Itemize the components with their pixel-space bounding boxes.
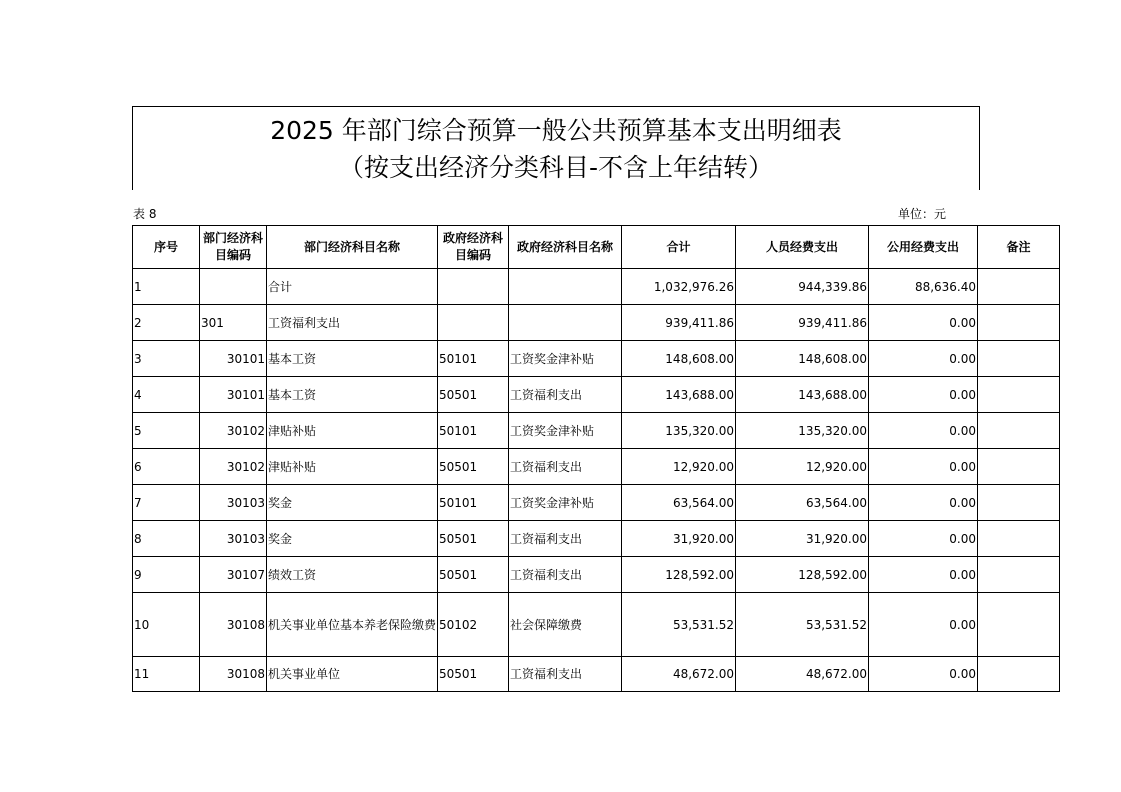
table-header-row bbox=[133, 226, 1060, 269]
cell-total: 48,672.00 bbox=[622, 657, 736, 692]
cell-seq: 3 bbox=[133, 341, 200, 377]
cell-gov-name: 工资福利支出 bbox=[509, 377, 622, 413]
cell-dept-name: 绩效工资 bbox=[267, 557, 438, 593]
cell-gov-code: 50501 bbox=[438, 521, 509, 557]
cell-dept-name: 合计 bbox=[267, 269, 438, 305]
cell-public: 0.00 bbox=[869, 305, 978, 341]
cell-seq: 5 bbox=[133, 413, 200, 449]
cell-note bbox=[978, 269, 1060, 305]
cell-total: 12,920.00 bbox=[622, 449, 736, 485]
table-row bbox=[133, 341, 1060, 377]
expenditure-table bbox=[132, 225, 1060, 692]
header-personnel: 人员经费支出 bbox=[736, 226, 869, 269]
cell-total: 148,608.00 bbox=[622, 341, 736, 377]
cell-dept-name: 津贴补贴 bbox=[267, 413, 438, 449]
cell-gov-name: 工资奖金津补贴 bbox=[509, 485, 622, 521]
cell-note bbox=[978, 341, 1060, 377]
cell-note bbox=[978, 449, 1060, 485]
cell-dept-code: 30103 bbox=[200, 485, 267, 521]
cell-total: 939,411.86 bbox=[622, 305, 736, 341]
cell-dept-code: 30101 bbox=[200, 377, 267, 413]
cell-personnel: 12,920.00 bbox=[736, 449, 869, 485]
cell-personnel: 143,688.00 bbox=[736, 377, 869, 413]
header-public: 公用经费支出 bbox=[869, 226, 978, 269]
header-dept-name: 部门经济科目名称 bbox=[267, 226, 438, 269]
cell-seq: 6 bbox=[133, 449, 200, 485]
cell-seq: 9 bbox=[133, 557, 200, 593]
cell-personnel: 944,339.86 bbox=[736, 269, 869, 305]
cell-seq: 11 bbox=[133, 657, 200, 692]
cell-note bbox=[978, 305, 1060, 341]
cell-public: 0.00 bbox=[869, 485, 978, 521]
cell-gov-name: 工资福利支出 bbox=[509, 449, 622, 485]
page-subtitle: （按支出经济分类科目-不含上年结转） bbox=[338, 153, 774, 182]
cell-gov-code: 50101 bbox=[438, 413, 509, 449]
cell-dept-code: 30107 bbox=[200, 557, 267, 593]
table-row bbox=[133, 305, 1060, 341]
cell-total: 31,920.00 bbox=[622, 521, 736, 557]
cell-gov-code: 50101 bbox=[438, 341, 509, 377]
cell-public: 88,636.40 bbox=[869, 269, 978, 305]
cell-total: 128,592.00 bbox=[622, 557, 736, 593]
cell-gov-code: 50501 bbox=[438, 377, 509, 413]
cell-dept-code: 30101 bbox=[200, 341, 267, 377]
cell-personnel: 31,920.00 bbox=[736, 521, 869, 557]
cell-gov-code: 50501 bbox=[438, 449, 509, 485]
cell-gov-code bbox=[438, 269, 509, 305]
cell-note bbox=[978, 657, 1060, 692]
cell-dept-name: 奖金 bbox=[267, 485, 438, 521]
cell-total: 1,032,976.26 bbox=[622, 269, 736, 305]
table-row bbox=[133, 413, 1060, 449]
table-row bbox=[133, 485, 1060, 521]
cell-gov-name: 工资福利支出 bbox=[509, 657, 622, 692]
table-row bbox=[133, 593, 1060, 657]
cell-personnel: 53,531.52 bbox=[736, 593, 869, 657]
cell-dept-name: 机关事业单位 bbox=[267, 657, 438, 692]
header-note: 备注 bbox=[978, 226, 1060, 269]
table-row bbox=[133, 657, 1060, 692]
table-number: 表 8 bbox=[133, 207, 157, 221]
cell-gov-name: 社会保障缴费 bbox=[509, 593, 622, 657]
cell-dept-code: 30102 bbox=[200, 449, 267, 485]
cell-seq: 8 bbox=[133, 521, 200, 557]
cell-dept-code: 30108 bbox=[200, 657, 267, 692]
cell-public: 0.00 bbox=[869, 657, 978, 692]
cell-note bbox=[978, 593, 1060, 657]
cell-dept-name: 基本工资 bbox=[267, 377, 438, 413]
cell-gov-name: 工资奖金津补贴 bbox=[509, 341, 622, 377]
cell-total: 53,531.52 bbox=[622, 593, 736, 657]
cell-seq: 1 bbox=[133, 269, 200, 305]
table-row bbox=[133, 449, 1060, 485]
cell-public: 0.00 bbox=[869, 449, 978, 485]
cell-dept-code bbox=[200, 269, 267, 305]
cell-note bbox=[978, 521, 1060, 557]
cell-public: 0.00 bbox=[869, 413, 978, 449]
unit-label: 单位：元 bbox=[898, 207, 947, 221]
cell-dept-code: 30103 bbox=[200, 521, 267, 557]
cell-seq: 4 bbox=[133, 377, 200, 413]
cell-personnel: 63,564.00 bbox=[736, 485, 869, 521]
cell-gov-name: 工资福利支出 bbox=[509, 557, 622, 593]
cell-dept-name: 基本工资 bbox=[267, 341, 438, 377]
cell-public: 0.00 bbox=[869, 557, 978, 593]
cell-gov-code: 50501 bbox=[438, 657, 509, 692]
cell-seq: 10 bbox=[133, 593, 200, 657]
header-total: 合计 bbox=[622, 226, 736, 269]
cell-dept-name: 机关事业单位基本养老保险缴费 bbox=[267, 593, 438, 657]
table-row bbox=[133, 269, 1060, 305]
cell-personnel: 939,411.86 bbox=[736, 305, 869, 341]
cell-personnel: 148,608.00 bbox=[736, 341, 869, 377]
cell-total: 63,564.00 bbox=[622, 485, 736, 521]
cell-gov-code: 50101 bbox=[438, 485, 509, 521]
cell-dept-name: 奖金 bbox=[267, 521, 438, 557]
page-title: 2025 年部门综合预算一般公共预算基本支出明细表 bbox=[270, 116, 842, 145]
table-row bbox=[133, 377, 1060, 413]
cell-personnel: 135,320.00 bbox=[736, 413, 869, 449]
cell-note bbox=[978, 557, 1060, 593]
header-dept-code: 部门经济科目编码 bbox=[200, 226, 267, 269]
header-gov-code: 政府经济科目编码 bbox=[438, 226, 509, 269]
cell-public: 0.00 bbox=[869, 341, 978, 377]
cell-gov-name: 工资奖金津补贴 bbox=[509, 413, 622, 449]
cell-gov-name: 工资福利支出 bbox=[509, 521, 622, 557]
cell-public: 0.00 bbox=[869, 593, 978, 657]
cell-total: 143,688.00 bbox=[622, 377, 736, 413]
cell-personnel: 128,592.00 bbox=[736, 557, 869, 593]
cell-note bbox=[978, 485, 1060, 521]
cell-note bbox=[978, 413, 1060, 449]
header-gov-name: 政府经济科目名称 bbox=[509, 226, 622, 269]
title-box bbox=[132, 106, 980, 190]
cell-gov-code: 50501 bbox=[438, 557, 509, 593]
cell-dept-name: 工资福利支出 bbox=[267, 305, 438, 341]
table-row bbox=[133, 557, 1060, 593]
cell-gov-code bbox=[438, 305, 509, 341]
cell-dept-code: 30102 bbox=[200, 413, 267, 449]
table-row bbox=[133, 521, 1060, 557]
cell-gov-name bbox=[509, 269, 622, 305]
cell-note bbox=[978, 377, 1060, 413]
cell-personnel: 48,672.00 bbox=[736, 657, 869, 692]
cell-gov-name bbox=[509, 305, 622, 341]
cell-dept-code: 30108 bbox=[200, 593, 267, 657]
cell-seq: 7 bbox=[133, 485, 200, 521]
cell-dept-name: 津贴补贴 bbox=[267, 449, 438, 485]
header-seq: 序号 bbox=[133, 226, 200, 269]
cell-gov-code: 50102 bbox=[438, 593, 509, 657]
cell-seq: 2 bbox=[133, 305, 200, 341]
cell-public: 0.00 bbox=[869, 377, 978, 413]
cell-total: 135,320.00 bbox=[622, 413, 736, 449]
cell-dept-code: 301 bbox=[200, 305, 267, 341]
cell-public: 0.00 bbox=[869, 521, 978, 557]
